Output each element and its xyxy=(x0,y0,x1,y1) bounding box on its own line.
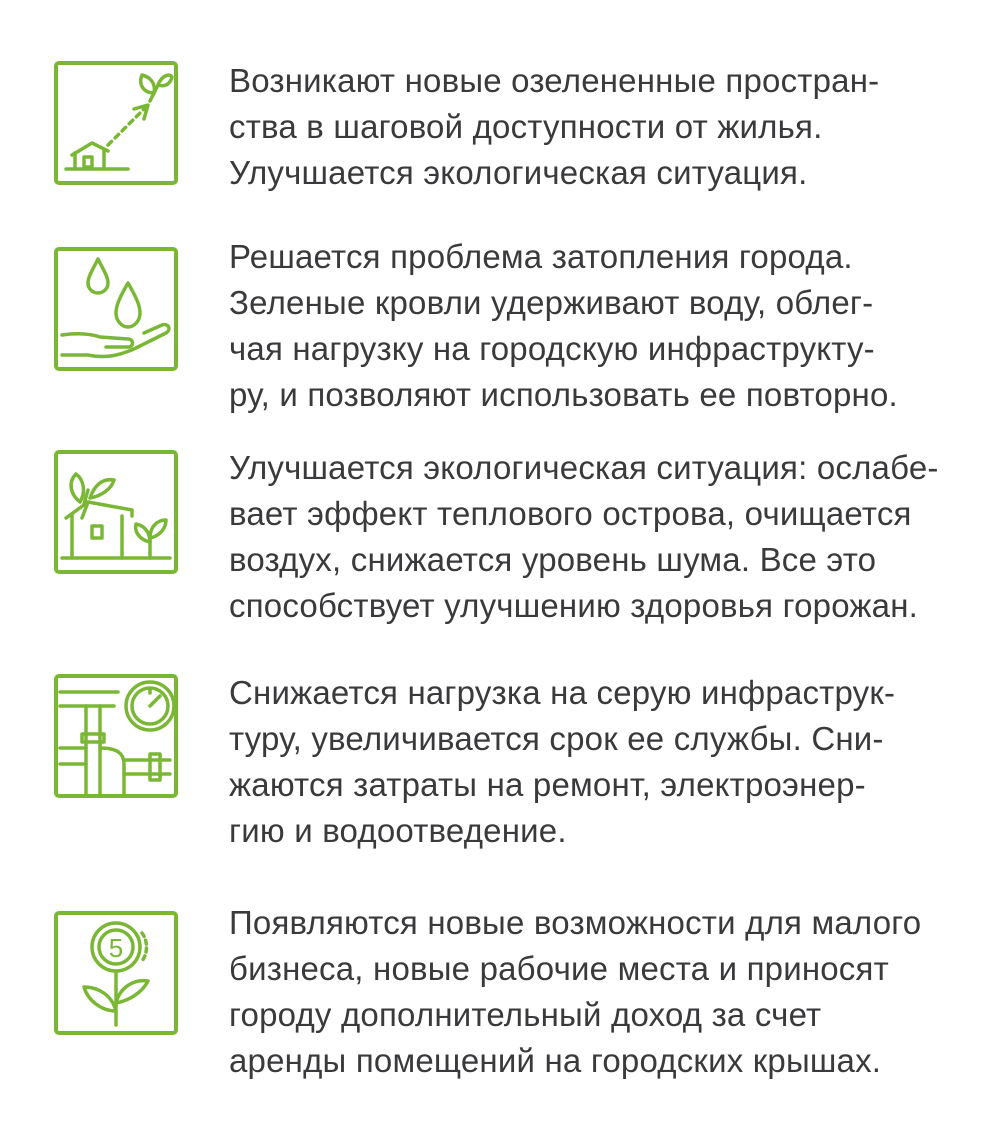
text-line: жаются затраты на ремонт, электроэнер- xyxy=(229,766,866,803)
text-line: Возникают новые озелененные простран- xyxy=(229,62,880,99)
text-line: Улучшается экологическая ситуация. xyxy=(229,154,808,191)
text-line: Улучшается экологическая ситуация: ослабе- xyxy=(229,449,939,486)
text-line: аренды помещений на городских крышах. xyxy=(229,1042,882,1079)
coin-label: 5 xyxy=(108,933,124,963)
text-line: городу дополнительный доход за счет xyxy=(229,996,822,1033)
text-line: Снижается нагрузка на серую инфраструк- xyxy=(229,674,896,711)
text-line: чая нагрузку на городскую инфраструкту- xyxy=(229,330,875,367)
text-line: гию и водоотведение. xyxy=(229,812,567,849)
text-line: ру, и позволяют использовать ее повторно. xyxy=(229,376,898,413)
coin-plant-icon xyxy=(54,911,178,1035)
text-line: вает эффект теплового острова, очищается xyxy=(229,495,912,532)
text-line: Появляются новые возможности для малого xyxy=(229,904,922,941)
text-line: воздух, снижается уровень шума. Все это xyxy=(229,541,877,578)
text-line: туру, увеличивается срок ее службы. Сни- xyxy=(229,720,884,757)
green-roof-house-icon xyxy=(54,450,178,574)
benefit-text-flood xyxy=(229,234,989,418)
benefit-text-green-spaces xyxy=(229,58,989,196)
house-plant-arrow-icon xyxy=(54,61,178,185)
text-line: Зеленые кровли удерживают воду, облег- xyxy=(229,284,874,321)
text-line: ства в шаговой доступности от жилья. xyxy=(229,108,823,145)
text-line: бизнеса, новые рабочие места и приносят xyxy=(229,950,889,987)
text-line: способствует улучшению здоровья горожан. xyxy=(229,587,918,624)
benefit-text-ecology xyxy=(229,445,989,629)
water-drops-hand-icon xyxy=(54,247,178,371)
benefit-text-business xyxy=(229,900,989,1084)
pipes-meter-icon xyxy=(54,674,178,798)
text-line: Решается проблема затопления города. xyxy=(229,238,853,275)
benefit-text-infrastructure xyxy=(229,670,989,854)
